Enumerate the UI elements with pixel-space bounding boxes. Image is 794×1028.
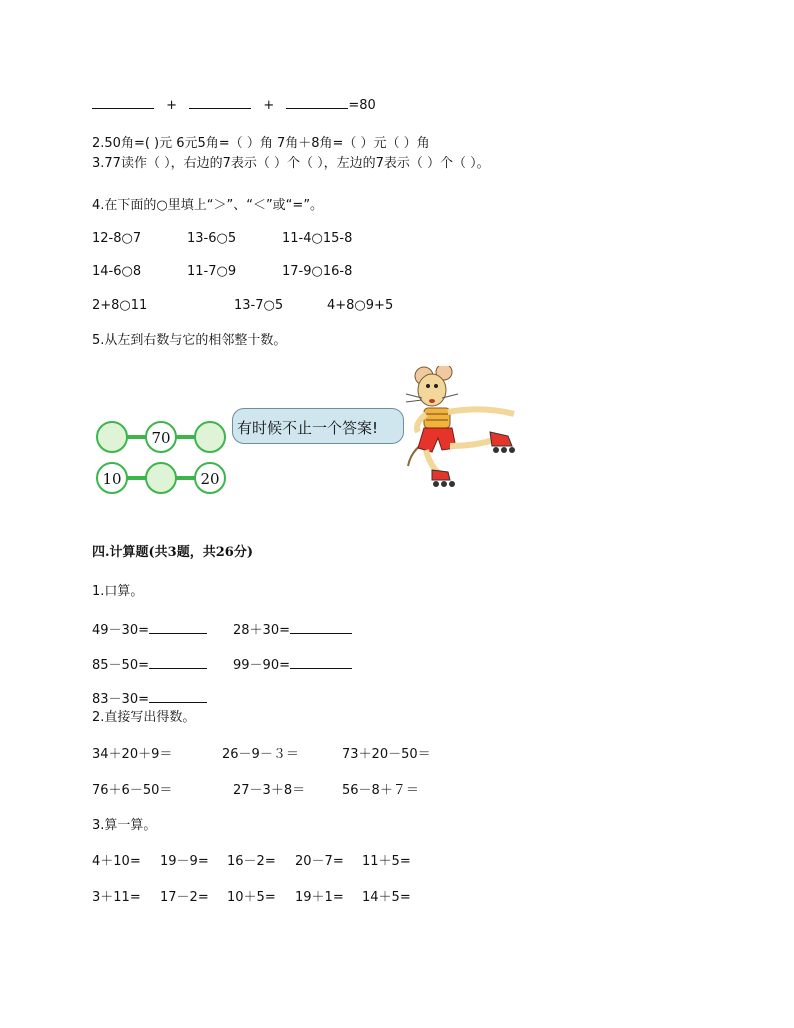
oral-calc-item: 49－30= [92, 621, 207, 639]
q1-line [92, 96, 376, 114]
speech-bubble-text: 有时候不止一个答案! [237, 419, 379, 437]
answer-blank[interactable] [189, 96, 251, 109]
calc-item: 76＋6－50＝ [92, 783, 173, 798]
compare-item: 12-8○7 [92, 231, 142, 246]
calc-item: 16－2= [227, 854, 276, 869]
number-circle: 20 [194, 462, 226, 494]
equals-80: =80 [348, 98, 376, 113]
question-3: 3.77读作（ ），右边的7表示（ ）个（ ），左边的7表示（ ）个（ ）。 [92, 156, 490, 171]
calc-item: 11＋5= [362, 854, 411, 869]
compare-item: 2+8○11 [92, 298, 148, 313]
oral-calc-item: 99－90= [233, 656, 352, 674]
part-3-title: 3.算一算。 [92, 818, 157, 833]
answer-circle[interactable] [194, 421, 226, 453]
calc-item: 14＋5= [362, 890, 411, 905]
answer-blank[interactable] [149, 656, 207, 669]
calc-item: 26－9－３＝ [222, 747, 299, 762]
calc-item: 20－7= [295, 854, 344, 869]
number-circle: 10 [96, 462, 128, 494]
calc-item: 27－3＋8＝ [233, 783, 306, 798]
calc-item: 3＋11= [92, 890, 141, 905]
oral-calc-item: 28＋30= [233, 621, 352, 639]
calc-item: 19＋1= [295, 890, 344, 905]
part-1-title: 1.口算。 [92, 584, 144, 599]
compare-item: 11-7○9 [187, 264, 237, 279]
answer-blank[interactable] [92, 96, 154, 109]
calc-item: 10＋5= [227, 890, 276, 905]
answer-blank[interactable] [290, 621, 352, 634]
answer-circle[interactable] [145, 462, 177, 494]
plus-sign: + [166, 98, 178, 113]
compare-item: 14-6○8 [92, 264, 142, 279]
speech-bubble [232, 408, 404, 444]
answer-blank[interactable] [149, 690, 207, 703]
number-circle: 70 [145, 421, 177, 453]
calc-item: 34＋20＋9＝ [92, 747, 173, 762]
question-4-title: 4.在下面的○里填上“＞”、“＜”或“=”。 [92, 198, 324, 213]
section-heading: 四.计算题(共3题，共26分) [92, 545, 253, 560]
question-5-title: 5.从左到右数与它的相邻整十数。 [92, 333, 287, 348]
question-2: 2.50角=( )元 6元5角=（ ）角 7角＋8角=（ ）元（ ）角 [92, 136, 430, 151]
compare-item: 13-7○5 [234, 298, 284, 313]
answer-blank[interactable] [286, 96, 348, 109]
answer-circle[interactable] [96, 421, 128, 453]
answer-blank[interactable] [149, 621, 207, 634]
compare-item: 4+8○9+5 [327, 298, 394, 313]
calc-item: 73＋20－50＝ [342, 747, 431, 762]
plus-sign: + [263, 98, 275, 113]
rollerblading-mouse-icon [404, 366, 532, 492]
calc-item: 4＋10= [92, 854, 141, 869]
calc-item: 17－2= [160, 890, 209, 905]
answer-blank[interactable] [290, 656, 352, 669]
compare-item: 17-9○16-8 [282, 264, 353, 279]
oral-calc-item: 83－30= [92, 690, 207, 708]
compare-item: 11-4○15-8 [282, 231, 353, 246]
calc-item: 19－9= [160, 854, 209, 869]
compare-item: 13-6○5 [187, 231, 237, 246]
oral-calc-item: 85－50= [92, 656, 207, 674]
part-2-title: 2.直接写出得数。 [92, 710, 196, 725]
calc-item: 56－8＋７＝ [342, 783, 419, 798]
